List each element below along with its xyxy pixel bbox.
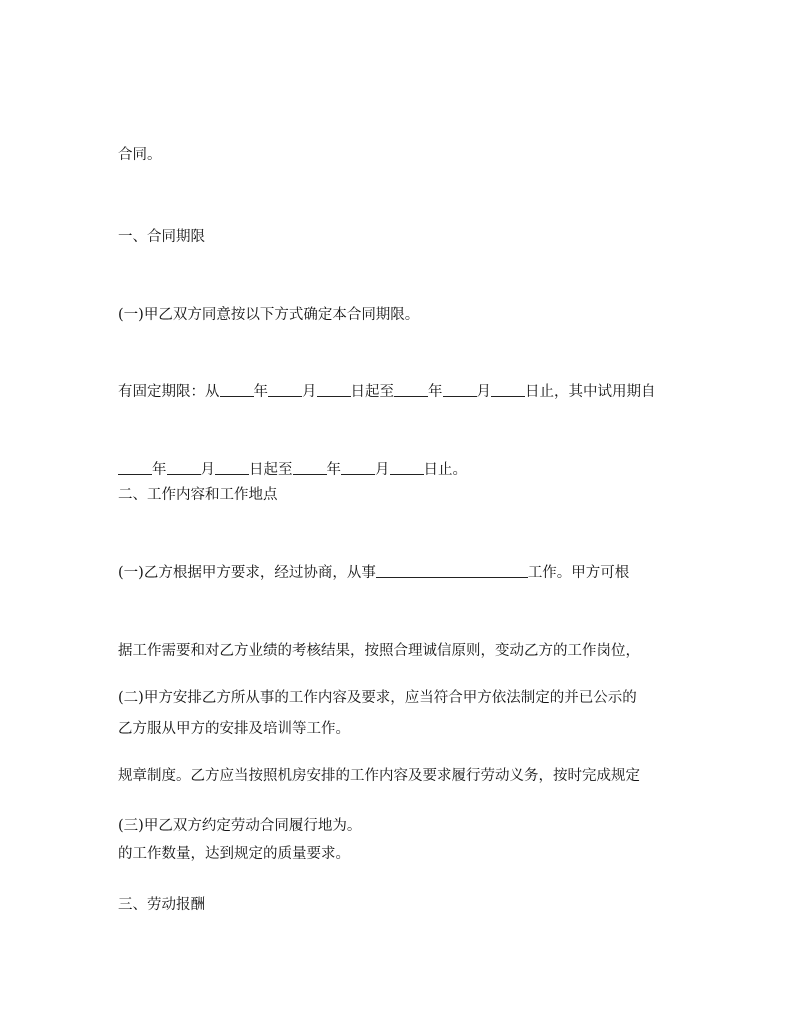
section-heading-text: 二、工作内容和工作地点 [118,487,278,503]
text-fragment: (一)乙方根据甲方要求，经过协商，从事 [118,565,376,581]
paragraph-line: (一)甲乙双方同意按以下方式确定本合同期限。 [118,307,420,323]
text-fragment: 月 [476,384,491,400]
text-fragment: 年 [152,462,167,478]
text-fragment: 工作。甲方可根 [527,565,630,581]
text-fragment: 年 [253,384,268,400]
paragraph-line: (三)甲乙双方约定劳动合同履行地为。 [118,818,362,834]
intro-line: 合同。 [118,147,162,163]
paragraph-line-1 [118,379,692,405]
text-fragment: 日起至 [249,462,293,478]
text-fragment: 月 [375,462,390,478]
blank-line [394,381,428,397]
text-fragment: 年 [326,462,341,478]
blank-line [376,562,528,578]
paragraph-line-2: 规章制度。乙方应当按照机房安排的工作内容及要求履行劳动义务，按时完成规定 [118,768,640,784]
section3-heading [118,840,692,970]
text-fragment: 日止，其中试用期自 [525,384,656,400]
blank-line [491,381,525,397]
text-fragment: 日起至 [350,384,394,400]
blank-line [317,381,351,397]
text-fragment: 月 [302,384,317,400]
blank-line [268,381,302,397]
paragraph-line-1 [118,560,692,586]
paragraph-line-3: 乙方服从甲方的安排及培训等工作。 [118,721,350,737]
text-fragment: 月 [200,462,215,478]
section-heading-text: 一、合同期限 [118,229,205,245]
paragraph-line-3: 的工作数量，达到规定的质量要求。 [118,846,350,862]
paragraph-line-1: (二)甲方安排乙方所从事的工作内容及要求，应当符合甲方依法制定的并已公示的 [118,690,637,706]
blank-line [220,381,254,397]
text-fragment: 有固定期限：从 [118,384,220,400]
text-fragment: 日止。 [423,462,467,478]
paragraph-line-2: 据工作需要和对乙方业绩的考核结果，按照合理诚信原则，变动乙方的工作岗位， [118,643,640,659]
text-fragment: 年 [428,384,443,400]
blank-line [443,381,477,397]
section-heading-text: 三、劳动报酬 [118,897,205,913]
